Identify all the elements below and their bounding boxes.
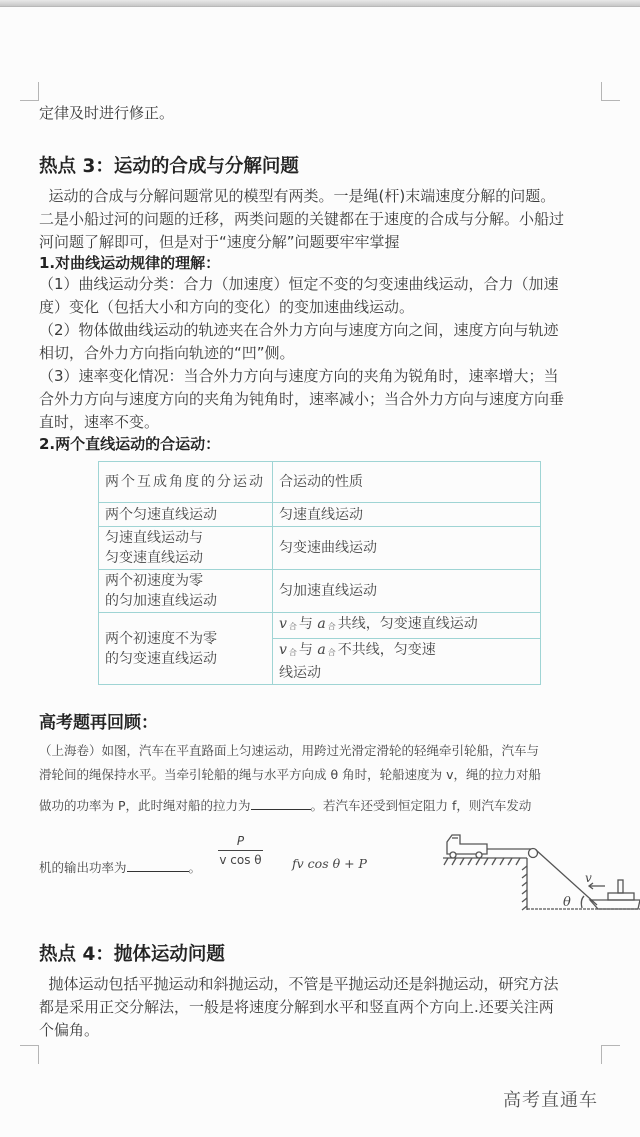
page-corner-mark-top-left	[20, 82, 39, 101]
answer2-expression: fv cos θ + P	[292, 856, 367, 871]
cell-line	[279, 640, 534, 663]
point-line: （1）曲线运动分类：合力（加速度）恒定不变的匀变速曲线运动，合力（加速	[39, 275, 559, 293]
review-title: 高考题再回顾：	[39, 713, 158, 733]
cell-line: 两个初速度为零	[105, 573, 203, 589]
fraction-numerator: P	[218, 834, 263, 851]
truck-pulley-boat-diagram	[430, 820, 640, 915]
symbol-a: a	[317, 616, 326, 632]
subscript-he: 合	[327, 648, 336, 657]
table-row	[99, 503, 541, 527]
answer-blank-1	[251, 795, 311, 810]
symbol-a: a	[317, 642, 326, 658]
truck-icon	[447, 835, 487, 858]
table-cell-case	[273, 613, 541, 639]
connector: 与	[298, 642, 313, 658]
point-line: （2）物体做曲线运动的轨迹夹在合外力方向与速度方向之间，速度方向与轨迹	[39, 321, 559, 339]
point-line: 直时，速率不变。	[39, 413, 160, 431]
review-line	[39, 794, 609, 817]
point-line: 合外力方向与速度方向的夹角为钝角时，速率减小；当合外力方向与速度方向垂	[39, 390, 565, 408]
angle-label: θ	[563, 895, 571, 910]
section3-paragraph-line: 二是小船过河的问题的迁移，两类问题的关键都在于速度的合成与分解。小船过	[39, 210, 565, 228]
section3-paragraph-line: 运动的合成与分解问题常见的模型有两类。一是绳(杆)末端速度分解的问题。	[39, 187, 556, 205]
table-cell-case	[273, 639, 541, 685]
review-line: （上海卷）如图，汽车在平直路面上匀速运动，用跨过光滑定滑轮的轻绳牵引轮船，汽车与	[39, 743, 540, 758]
section4-title: 热点 4：抛体运动问题	[39, 944, 225, 965]
cell-line: 的匀变速直线运动	[105, 650, 217, 667]
symbol-v: v	[279, 642, 287, 658]
review-line4: 机的输出功率为	[39, 860, 127, 875]
table-header-cell: 合运动的性质	[273, 462, 541, 503]
answer-blank-2	[127, 857, 189, 872]
point-line: （3）速率变化情况：当合外力方向与速度方向的夹角为锐角时，速率增大；当	[39, 367, 559, 385]
case-text: 共线，匀变速直线运动	[337, 616, 478, 632]
case-text: 不共线，匀变速	[337, 642, 436, 658]
viewer-top-bar	[0, 0, 640, 7]
section4-paragraph-line: 都是采用正交分解法，一般是将速度分解到水平和竖直两个方向上.还要关注两	[39, 998, 554, 1016]
velocity-label: v	[585, 871, 592, 885]
review-line3-part1: 做功的功率为 P，此时绳对船的拉力为	[39, 798, 251, 813]
review-line: 滑轮间的绳保持水平。当牵引轮船的绳与水平方向成 θ 角时，轮船速度为 v，绳的拉力对船	[39, 767, 541, 782]
page-corner-mark-top-right	[601, 82, 620, 101]
subheading-combined-motion: 2.两个直线运动的合运动：	[39, 435, 221, 453]
cell-line: 线运动	[279, 665, 321, 681]
answer1-fraction	[218, 834, 263, 867]
review-line4-end: 。	[188, 860, 202, 875]
table-cell	[99, 570, 273, 613]
angle-arc	[581, 896, 584, 908]
wall-hatching	[522, 866, 527, 910]
connector: 与	[298, 616, 313, 632]
page-corner-mark-bottom-left	[20, 1045, 39, 1064]
table-cell: 匀速直线运动	[273, 503, 541, 527]
table-row	[99, 613, 541, 639]
cell-line: 匀变速直线运动	[105, 550, 203, 566]
intro-fragment: 定律及时进行修正。	[39, 104, 175, 122]
cell-line: 匀速直线运动与	[105, 530, 203, 546]
page-corner-mark-bottom-right	[601, 1045, 620, 1064]
table-row	[99, 527, 541, 570]
boat-icon	[590, 880, 640, 909]
section3-paragraph-line: 河问题了解即可，但是对于“速度分解”问题要牢牢掌握	[39, 233, 400, 251]
section4-paragraph-line: 个偏角。	[39, 1021, 100, 1039]
point-line: 度）变化（包括大小和方向的变化）的变加速曲线运动。	[39, 298, 415, 316]
table-cell: 两个匀速直线运动	[99, 503, 273, 527]
subheading-curve-motion: 1.对曲线运动规律的理解：	[39, 254, 221, 272]
subscript-he: 合	[288, 622, 297, 631]
table-row	[99, 570, 541, 613]
section3-title: 热点 3：运动的合成与分解问题	[39, 156, 299, 177]
road-hatching	[444, 858, 520, 865]
watermark-brand: 高考直通车	[503, 1090, 598, 1111]
subscript-he: 合	[288, 648, 297, 657]
fraction-denominator: v cos θ	[219, 853, 262, 867]
motion-composition-table	[98, 461, 541, 685]
symbol-v: v	[279, 616, 287, 632]
table-header-cell: 两个互成角度的分运动	[99, 462, 273, 503]
table-header-row	[99, 462, 541, 503]
review-line3-part2: 。若汽车还受到恒定阻力 f，则汽车发动	[310, 798, 532, 813]
table-cell: 匀变速曲线运动	[273, 527, 541, 570]
section4-paragraph-line: 抛体运动包括平抛运动和斜抛运动，不管是平抛运动还是斜抛运动，研究方法	[39, 975, 559, 993]
point-line: 相切，合外力方向指向轨迹的“凹”侧。	[39, 344, 295, 362]
cell-line: 两个初速度不为零	[105, 630, 217, 647]
subscript-he: 合	[327, 622, 336, 631]
table-cell: 匀加速直线运动	[273, 570, 541, 613]
cell-line: 的匀加速直线运动	[105, 593, 217, 609]
table-cell	[99, 613, 273, 685]
table-cell	[99, 527, 273, 570]
